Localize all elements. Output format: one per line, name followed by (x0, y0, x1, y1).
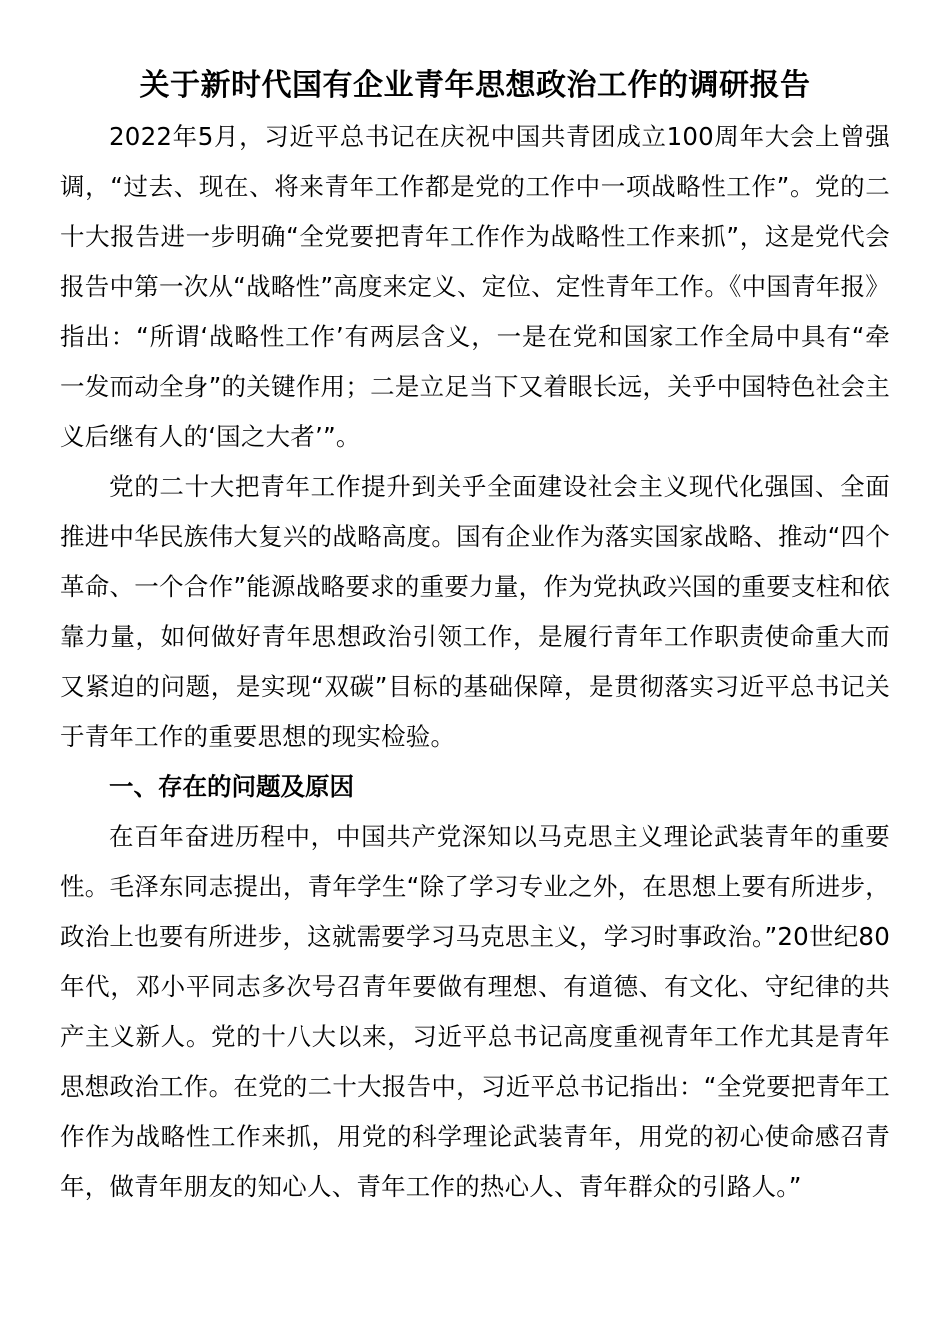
section-heading: 一、存在的问题及原因 (109, 772, 354, 801)
intro-paragraph-2: 党的二十大把青年工作提升到关乎全面建设社会主义现代化强国、全面推进中华民族伟大复兴的战略高度。国有企业作为落实国家战略、推动“四个革命、一个合作”能源战略要求的重要力量，作为党执政兴国的重要支柱和依靠力量，如何做好青年思想政治引领工作，是履行青年工作职责使命重大而又紧迫的问题，是实现“双碳”目标的基础保障，是贯彻落实习近平总书记关于青年工作的重要思想的现实检验。 (60, 472, 890, 751)
section-paragraph-1: 在百年奋进历程中，中国共产党深知以马克思主义理论武装青年的重要性。毛泽东同志提出，青年学生“除了学习专业之外，在思想上要有所进步，政治上也要有所进步，这就需要学习马克思主义，学习时事政治。”20世纪80年代，邓小平同志多次号召青年要做有理想、有道德、有文化、守纪律的共产主义新人。党的十八大以来，习近平总书记高度重视青年工作尤其是青年思想政治工作。在党的二十大报告中，习近平总书记指出：“全党要把青年工作作为战略性工作来抓，用党的科学理论武装青年，用党的初心使命感召青年，做青年朋友的知心人、青年工作的热心人、青年群众的引路人。” (60, 822, 890, 1201)
document-title: 关于新时代国有企业青年思想政治工作的调研报告 (139, 68, 811, 103)
document-page (60, 60, 890, 1212)
intro-paragraph-1: 2022年5月，习近平总书记在庆祝中国共青团成立100周年大会上曾强调，“过去、现在、将来青年工作都是党的工作中一项战略性工作”。党的二十大报告进一步明确“全党要把青年工作作为战略性工作来抓”，这是党代会报告中第一次从“战略性”高度来定义、定位、定性青年工作。《中国青年报》指出：“所谓‘战略性工作’有两层含义，一是在党和国家工作全局中具有“牵一发而动全身”的关键作用；二是立足当下又着眼长远，关乎中国特色社会主义后继有人的‘国之大者’”。 (60, 122, 890, 451)
